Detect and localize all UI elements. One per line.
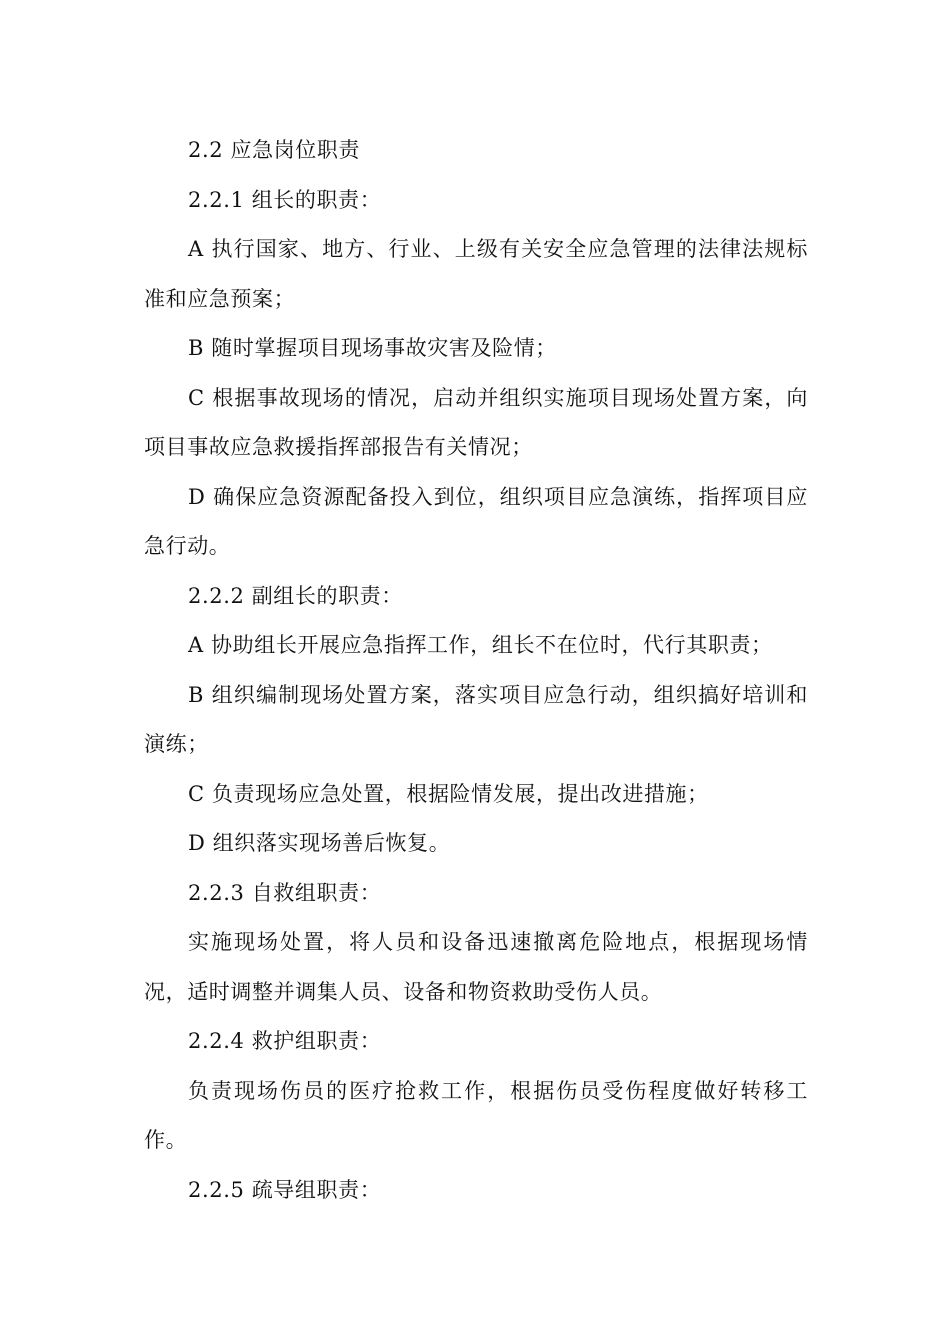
section-heading: 2.2 应急岗位职责 — [188, 138, 361, 162]
body-paragraph: 负责现场伤员的医疗抢救工作，根据伤员受伤程度做好转移工作。 — [144, 1078, 808, 1152]
duty-item: C 负责现场应急处置，根据险情发展，提出改进措施； — [188, 781, 709, 806]
duty-item: C 根据事故现场的情况，启动并组织实施项目现场处置方案，向项目事故应急救援指挥部报告有关情况； — [144, 385, 808, 459]
duty-item: A 协助组长开展应急指挥工作，组长不在位时，代行其职责； — [188, 633, 773, 657]
subsection-heading: 2.2.5 疏导组职责： — [188, 1177, 382, 1202]
duty-item: A 执行国家、地方、行业、上级有关安全应急管理的法律法规标准和应急预案； — [144, 237, 808, 311]
subsection-heading: 2.2.1 组长的职责： — [188, 187, 382, 212]
duty-item: B 随时掌握项目现场事故灾害及险情； — [188, 336, 557, 360]
subsection-heading: 2.2.2 副组长的职责： — [188, 583, 403, 608]
subsection-heading: 2.2.4 救护组职责： — [188, 1029, 382, 1053]
subsection-heading: 2.2.3 自救组职责： — [188, 880, 382, 905]
duty-item: D 组织落实现场善后恢复。 — [188, 831, 451, 855]
duty-item: D 确保应急资源配备投入到位，组织项目应急演练，指挥项目应急行动。 — [144, 484, 808, 558]
body-paragraph: 实施现场处置，将人员和设备迅速撤离危险地点，根据现场情况，适时调整并调集人员、设备和物资救助受伤人员。 — [144, 930, 808, 1004]
duty-item: B 组织编制现场处置方案，落实项目应急行动，组织搞好培训和演练； — [144, 682, 808, 756]
document-body — [144, 126, 808, 1215]
